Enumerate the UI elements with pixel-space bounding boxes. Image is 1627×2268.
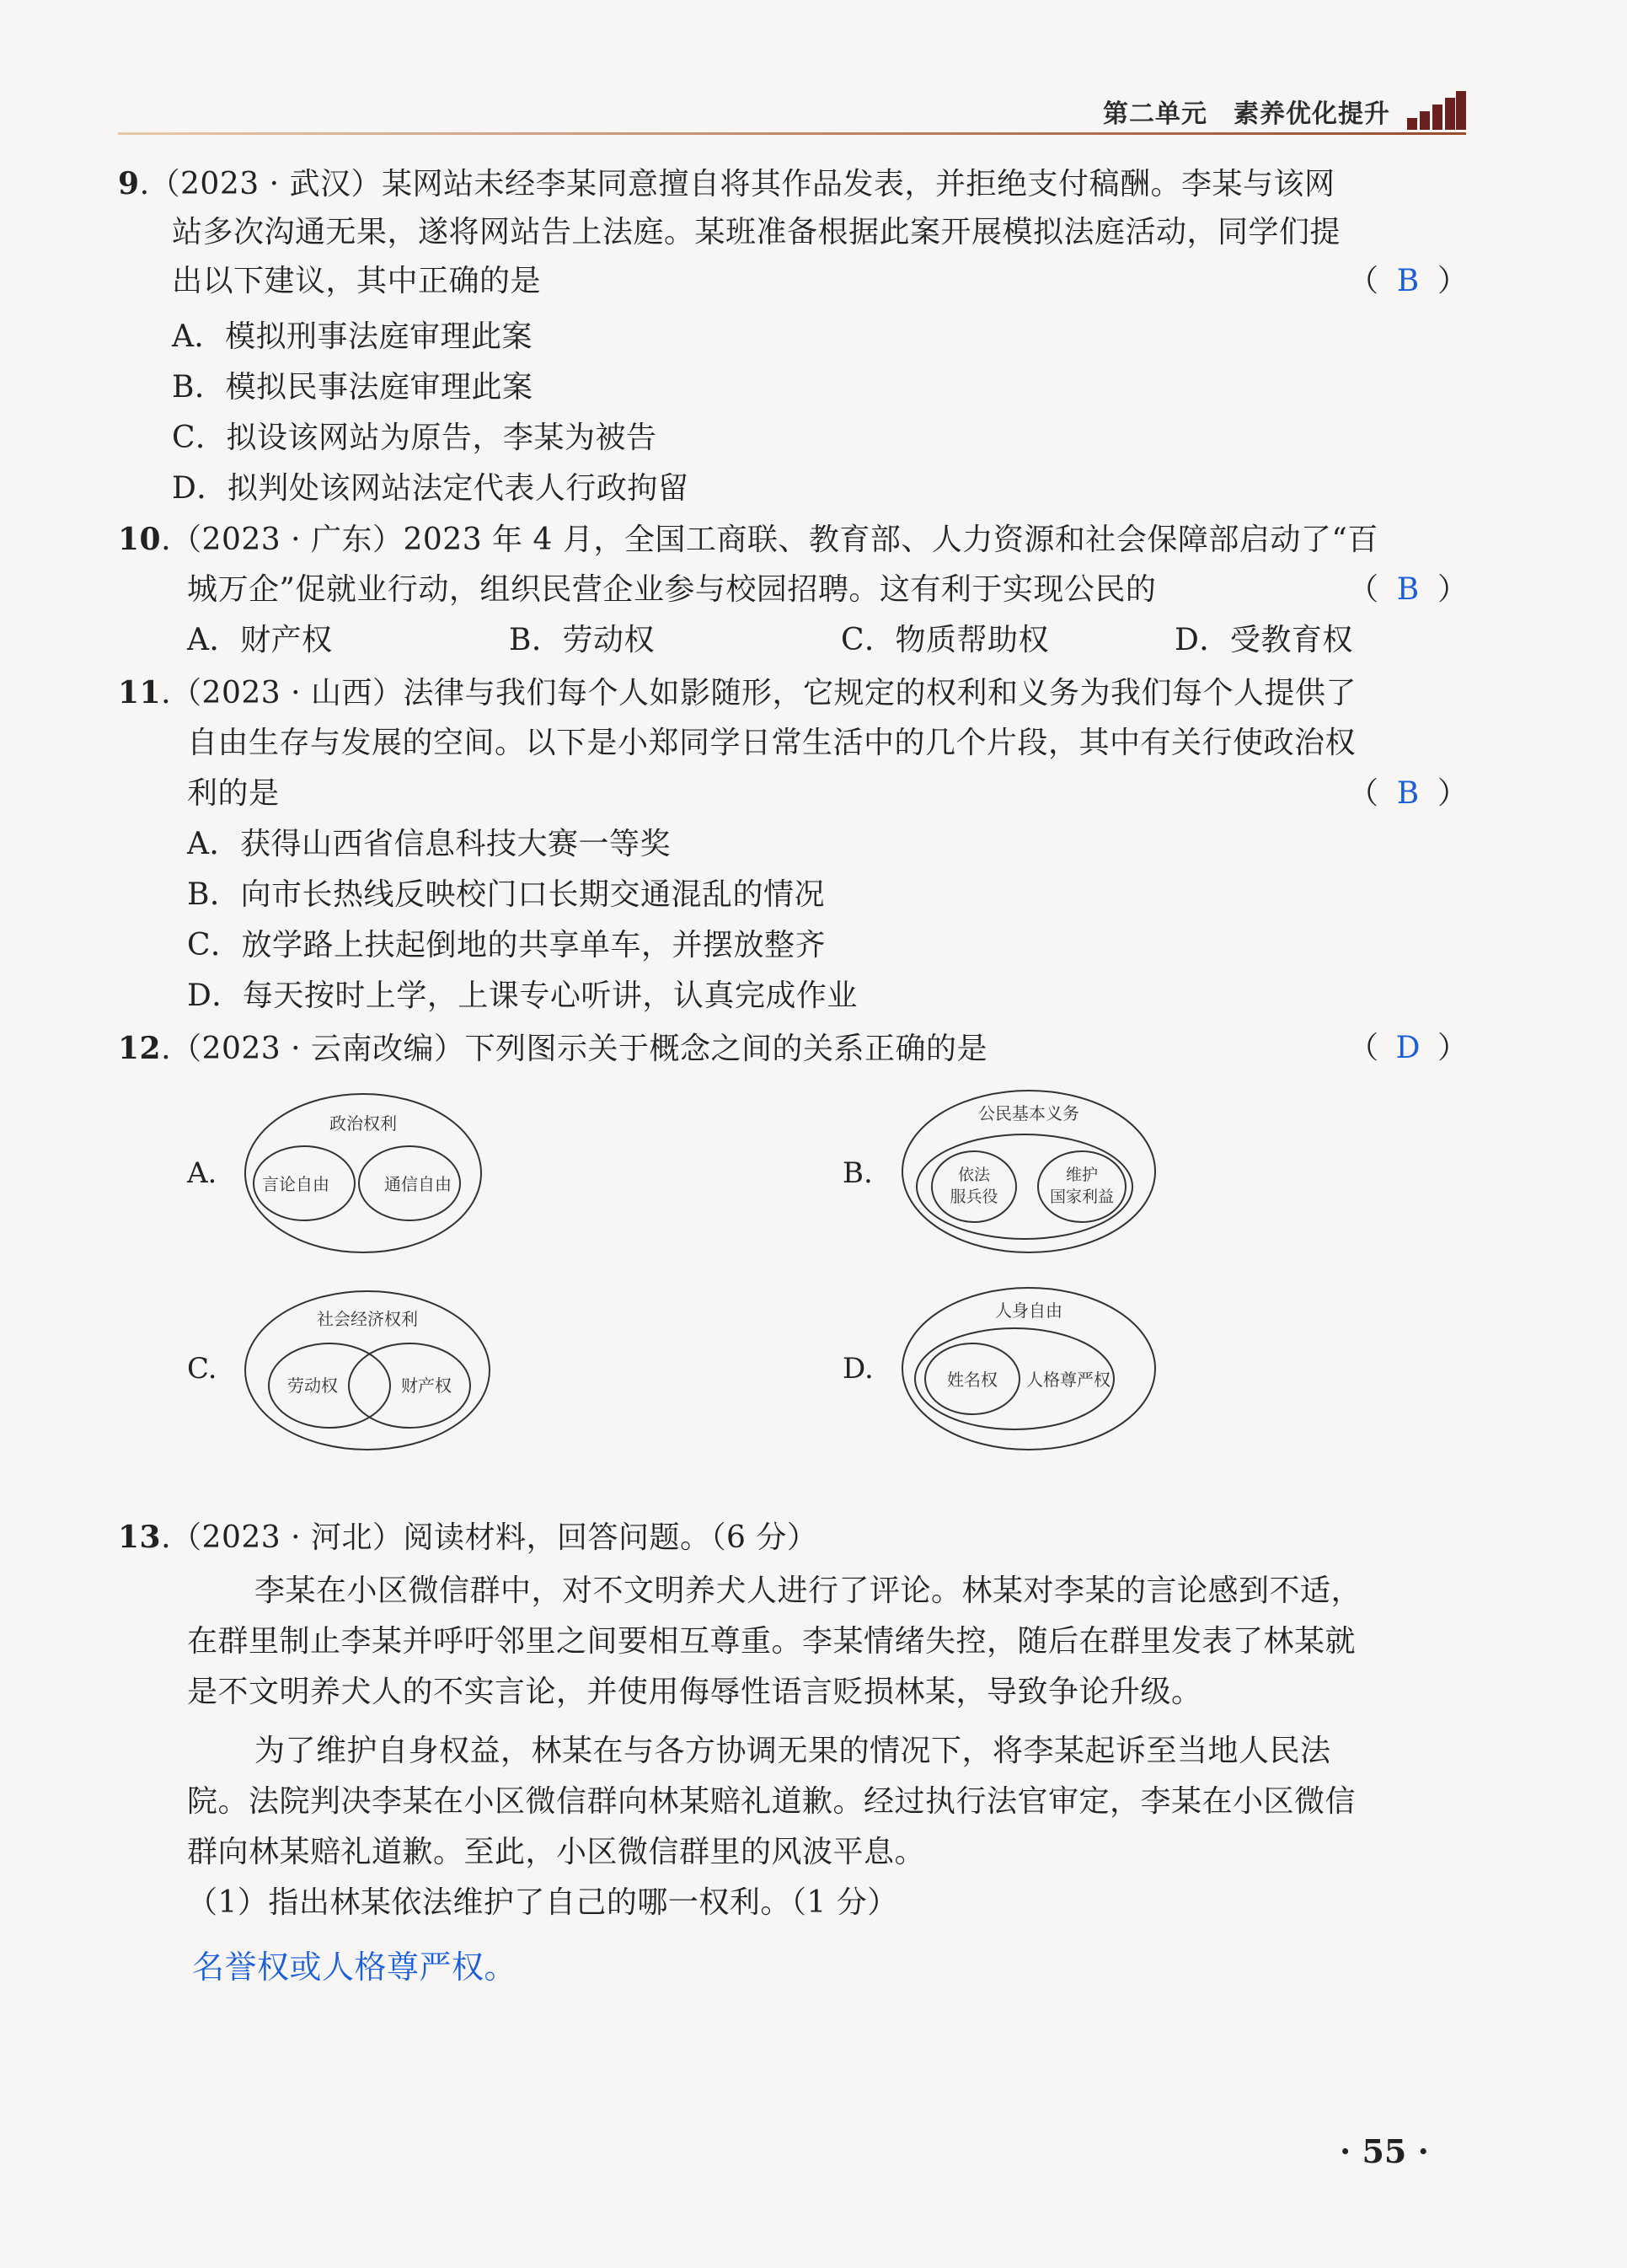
- q13-para1-line-2: 在群里制止李某并呼吁邻里之间要相互尊重。李某情绪失控，随后在群里发表了林某就: [187, 1624, 1357, 1659]
- q10-line-1: 10.（2023 · 广东）2023 年 4 月，全国工商联、教育部、人力资源和社会保障部启动了“百: [118, 522, 1378, 557]
- diagram-d-middle-label: 人格尊严权: [1026, 1370, 1111, 1390]
- q13-sub1-answer: 名誉权或人格尊严权。: [192, 1949, 517, 1986]
- diagram-a-label: A.: [187, 1156, 217, 1190]
- q13-para2-line-3: 群向林某赔礼道歉。至此，小区微信群里的风波平息。: [187, 1835, 926, 1869]
- q9-option-c: C．拟设该网站为原告，李某为被告: [172, 421, 657, 455]
- q13-para1-line-1: 李某在小区微信群中，对不文明养犬人进行了评论。林某对李某的言论感到不适，: [254, 1574, 1362, 1608]
- diagram-b-right-label-1: 维护: [1065, 1166, 1099, 1184]
- q13-sub1: （1）指出林某依法维护了自己的哪一权利。（1 分）: [187, 1885, 898, 1920]
- q11-option-d: D．每天按时上学，上课专心听讲，认真完成作业: [187, 979, 858, 1013]
- diagram-b-right-label-2: 国家利益: [1049, 1188, 1115, 1206]
- diagram-b-label: B.: [843, 1156, 873, 1190]
- q12-answer: （ D ）: [1348, 1031, 1469, 1065]
- diagram-c-outer-label: 社会经济权利: [317, 1309, 418, 1329]
- q9-line-2: 站多次沟通无果，遂将网站告上法庭。某班准备根据此案开展模拟法庭活动，同学们提: [172, 215, 1341, 249]
- diagram-a-left-label: 言论自由: [262, 1174, 329, 1194]
- diagram-b: [898, 1087, 1159, 1256]
- q10-option-c: C．物质帮助权: [841, 623, 1050, 657]
- diagram-c: [241, 1286, 494, 1455]
- diagram-d: [898, 1284, 1159, 1453]
- q13-line-1: 13.（2023 · 河北）阅读材料，回答问题。（6 分）: [118, 1520, 818, 1555]
- diagram-b-left-label-2: 服兵役: [950, 1188, 998, 1206]
- page-number: · 55 ·: [1340, 2132, 1429, 2170]
- q13-para1-line-3: 是不文明养犬人的不实言论，并使用侮辱性语言贬损林某，导致争论升级。: [187, 1675, 1202, 1709]
- q9-option-a: A．模拟刑事法庭审理此案: [172, 319, 533, 354]
- diagram-c-right-label: 财产权: [401, 1375, 452, 1396]
- diagram-d-label: D.: [843, 1352, 874, 1386]
- header-rule: [118, 132, 1466, 135]
- diagram-a-right-label: 通信自由: [384, 1174, 452, 1194]
- q13-para2-line-2: 院。法院判决李某在小区微信群向林某赔礼道歉。经过执行法官审定，李某在小区微信: [187, 1784, 1357, 1819]
- q11-option-c: C．放学路上扶起倒地的共享单车，并摆放整齐: [187, 928, 827, 962]
- q11-option-a: A．获得山西省信息科技大赛一等奖: [187, 827, 671, 861]
- q9-option-b: B．模拟民事法庭审理此案: [172, 370, 533, 405]
- diagram-d-inner-label: 姓名权: [947, 1370, 998, 1390]
- q10-option-d: D．受教育权: [1175, 623, 1353, 657]
- q10-option-a: A．财产权: [187, 623, 333, 657]
- q11-option-b: B．向市长热线反映校门口长期交通混乱的情况: [187, 877, 825, 912]
- diagram-c-left-label: 劳动权: [287, 1375, 338, 1396]
- q12-line-1: 12.（2023 · 云南改编）下列图示关于概念之间的关系正确的是: [118, 1031, 988, 1066]
- unit-title: 第二单元 素养优化提升: [1103, 99, 1390, 129]
- diagram-d-outer-label: 人身自由: [995, 1300, 1062, 1321]
- q10-line-2: 城万企”促就业行动，组织民营企业参与校园招聘。这有利于实现公民的: [187, 572, 1157, 607]
- q9-answer: （ B ）: [1348, 264, 1469, 298]
- diagram-a: [241, 1089, 485, 1257]
- q10-option-b: B．劳动权: [509, 623, 655, 657]
- q11-line-1: 11.（2023 · 山西）法律与我们每个人如影随形，它规定的权利和义务为我们每个人提供了: [118, 675, 1357, 710]
- diagram-b-outer-label: 公民基本义务: [978, 1103, 1079, 1123]
- diagram-c-label: C.: [187, 1352, 217, 1386]
- diagram-b-left-label-1: 依法: [957, 1166, 991, 1184]
- bar-chart-icon: [1407, 91, 1466, 130]
- q11-answer: （ B ）: [1348, 776, 1469, 811]
- q11-line-3: 利的是: [187, 776, 280, 811]
- q9-option-d: D．拟判处该网站法定代表人行政拘留: [172, 471, 689, 506]
- q9-line-1: 9.（2023 · 武汉）某网站未经李某同意擅自将其作品发表，并拒绝支付稿酬。李某与该网: [118, 166, 1335, 201]
- page-header: [118, 84, 1466, 135]
- q10-answer: （ B ）: [1348, 572, 1469, 607]
- q13-para2-line-1: 为了维护自身权益，林某在与各方协调无果的情况下，将李某起诉至当地人民法: [254, 1734, 1331, 1768]
- q9-line-3: 出以下建议，其中正确的是: [172, 264, 542, 298]
- q11-line-2: 自由生存与发展的空间。以下是小郑同学日常生活中的几个片段，其中有关行使政治权: [187, 726, 1357, 760]
- diagram-a-outer-label: 政治权利: [329, 1113, 397, 1134]
